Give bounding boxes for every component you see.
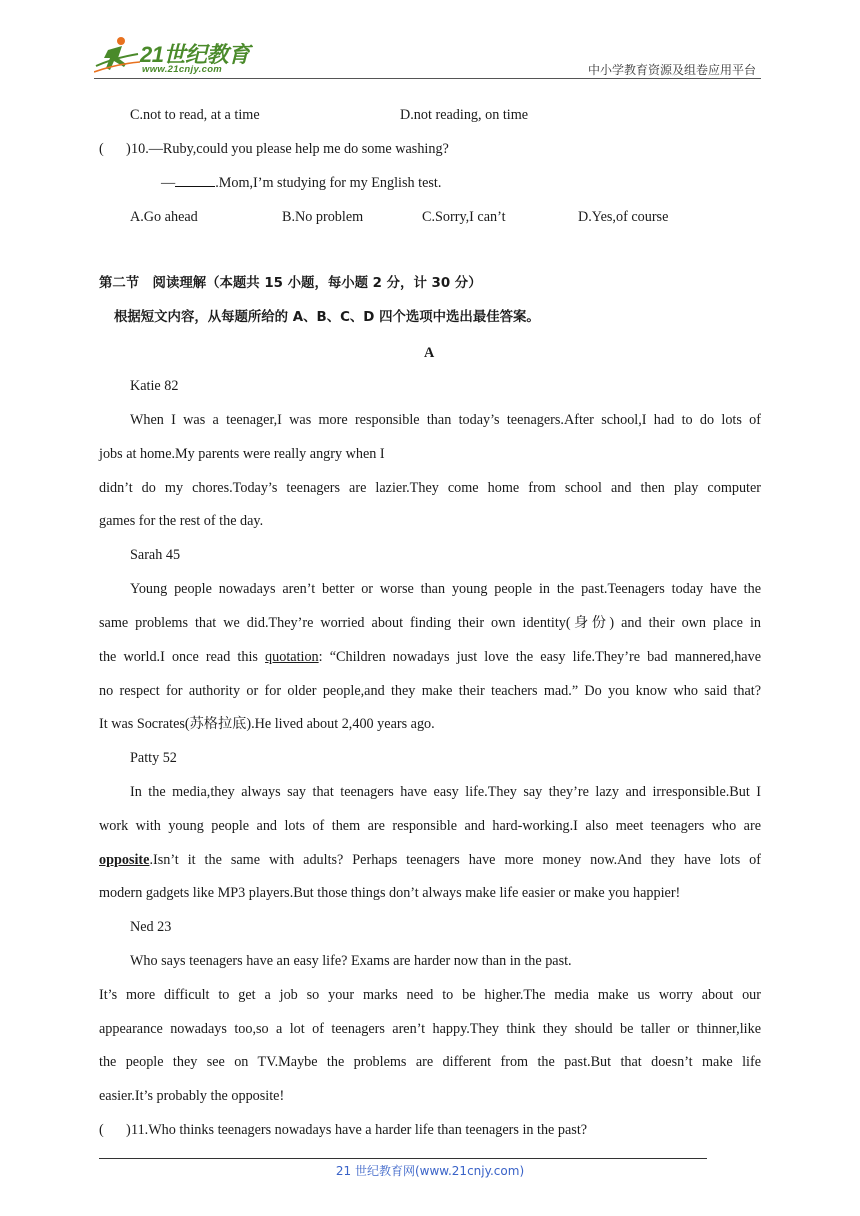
q11-stem: 11.Who thinks teenagers nowadays have a harder life than teenagers in the past?: [131, 1122, 588, 1138]
paragraph-line: the people they see on TV.Maybe the problems are different from the past.But that doesn’t make life: [99, 1054, 761, 1070]
speaker-ned: Ned 23: [130, 919, 172, 935]
q11-answer-paren-close: ): [126, 1122, 131, 1138]
paragraph-line: modern gadgets like MP3 players.But those things don’t always make life easier or make you happier!: [99, 885, 681, 901]
paragraph-line: When I was a teenager,I was more responsible than today’s teenagers.After school,I had to do lots of: [130, 412, 761, 428]
logo-text: 21世纪教育: [140, 42, 250, 67]
q10-dash: —: [161, 175, 176, 191]
text-run: .Isn’t it the same with adults? Perhaps teenagers have more money now.And they have lots of: [149, 852, 761, 868]
q10-option-d: D.Yes,of course: [578, 209, 669, 225]
runner-icon: [94, 36, 140, 76]
section-title: [99, 274, 482, 294]
underlined-word-opposite: opposite: [99, 852, 150, 868]
paragraph-line: It was Socrates(苏格拉底).He lived about 2,400 years ago.: [99, 716, 435, 732]
paragraph-line: Who says teenagers have an easy life? Exams are harder now than in the past.: [130, 953, 572, 969]
q9-option-c: C.not to read, at a time: [130, 107, 260, 123]
page-header: [94, 30, 760, 80]
q11-answer-paren-open: (: [99, 1122, 104, 1138]
logo-url: www.21cnjy.com: [142, 64, 223, 75]
q10-answer-paren-close: ): [126, 141, 131, 157]
speaker-patty: Patty 52: [130, 750, 177, 766]
section-title-points: 2: [372, 276, 382, 291]
text-run: the world.I once read this: [99, 649, 266, 665]
passage-label: A: [424, 345, 435, 361]
section-title-part: 分）: [450, 276, 482, 291]
paragraph-line: jobs at home.My parents were really angry when I: [99, 446, 385, 462]
q10-blank: [175, 173, 215, 187]
q10-stem: 10.—Ruby,could you please help me do some washing?: [131, 141, 449, 157]
underlined-word-quotation: quotation: [265, 649, 319, 665]
paragraph-line: work with young people and lots of them are responsible and hard-working.I also meet teenagers who are: [99, 818, 761, 834]
speaker-sarah: Sarah 45: [130, 547, 181, 563]
paragraph-line: games for the rest of the day.: [99, 513, 264, 529]
q10-reply-line: [161, 173, 441, 193]
section-title-total: 30: [431, 276, 451, 291]
section-title-part: 第二节 阅读理解（本题共: [99, 276, 265, 291]
speaker-katie: Katie 82: [130, 378, 179, 394]
section-title-part: 小题，每小题: [283, 276, 373, 291]
paragraph-line: didn’t do my chores.Today’s teenagers are lazier.They come home from school and then play computer: [99, 480, 761, 496]
q10-option-a: A.Go ahead: [130, 209, 198, 225]
paragraph-line: no respect for authority or for older people,and they make their teachers mad.” Do you know who said that?: [99, 683, 761, 699]
q10-answer-paren-open: (: [99, 141, 104, 157]
paragraph-line: It’s more difficult to get a job so your marks need to be higher.The media make us worry about our: [99, 987, 761, 1003]
section-title-part: 分，计: [382, 276, 432, 291]
paragraph-line: appearance nowadays too,so a lot of teenagers aren’t happy.They think they should be taller or thinner,like: [99, 1021, 761, 1037]
paragraph-line: easier.It’s probably the opposite!: [99, 1088, 285, 1104]
section-title-count: 15: [264, 276, 283, 291]
q10-option-b: B.No problem: [282, 209, 364, 225]
paragraph-line: [99, 647, 761, 667]
paragraph-line: Young people nowadays aren’t better or worse than young people in the past.Teenagers today have the: [130, 581, 761, 597]
q10-reply: .Mom,I’m studying for my English test.: [215, 175, 442, 191]
paragraph-line: In the media,they always say that teenagers have easy life.They say they’re lazy and irresponsible.But I: [130, 784, 761, 800]
footer-divider: [99, 1158, 707, 1159]
section-instruction: 根据短文内容，从每题所给的 A、B、C、D 四个选项中选出最佳答案。: [114, 310, 540, 325]
paragraph-line: [99, 850, 761, 870]
site-logo: [94, 36, 269, 76]
q9-option-d: D.not reading, on time: [400, 107, 529, 123]
header-platform-text: 中小学教育资源及组卷应用平台: [587, 63, 756, 77]
page-footer: 21 世纪教育网(www.21cnjy.com): [335, 1164, 525, 1178]
header-divider: [94, 78, 761, 79]
text-run: : “Children nowadays just love the easy life.They’re bad mannered,have: [318, 649, 761, 665]
q10-option-c: C.Sorry,I can’t: [422, 209, 506, 225]
paragraph-line: same problems that we did.They’re worried about finding their own identity(身份) and their own place in: [99, 615, 761, 631]
